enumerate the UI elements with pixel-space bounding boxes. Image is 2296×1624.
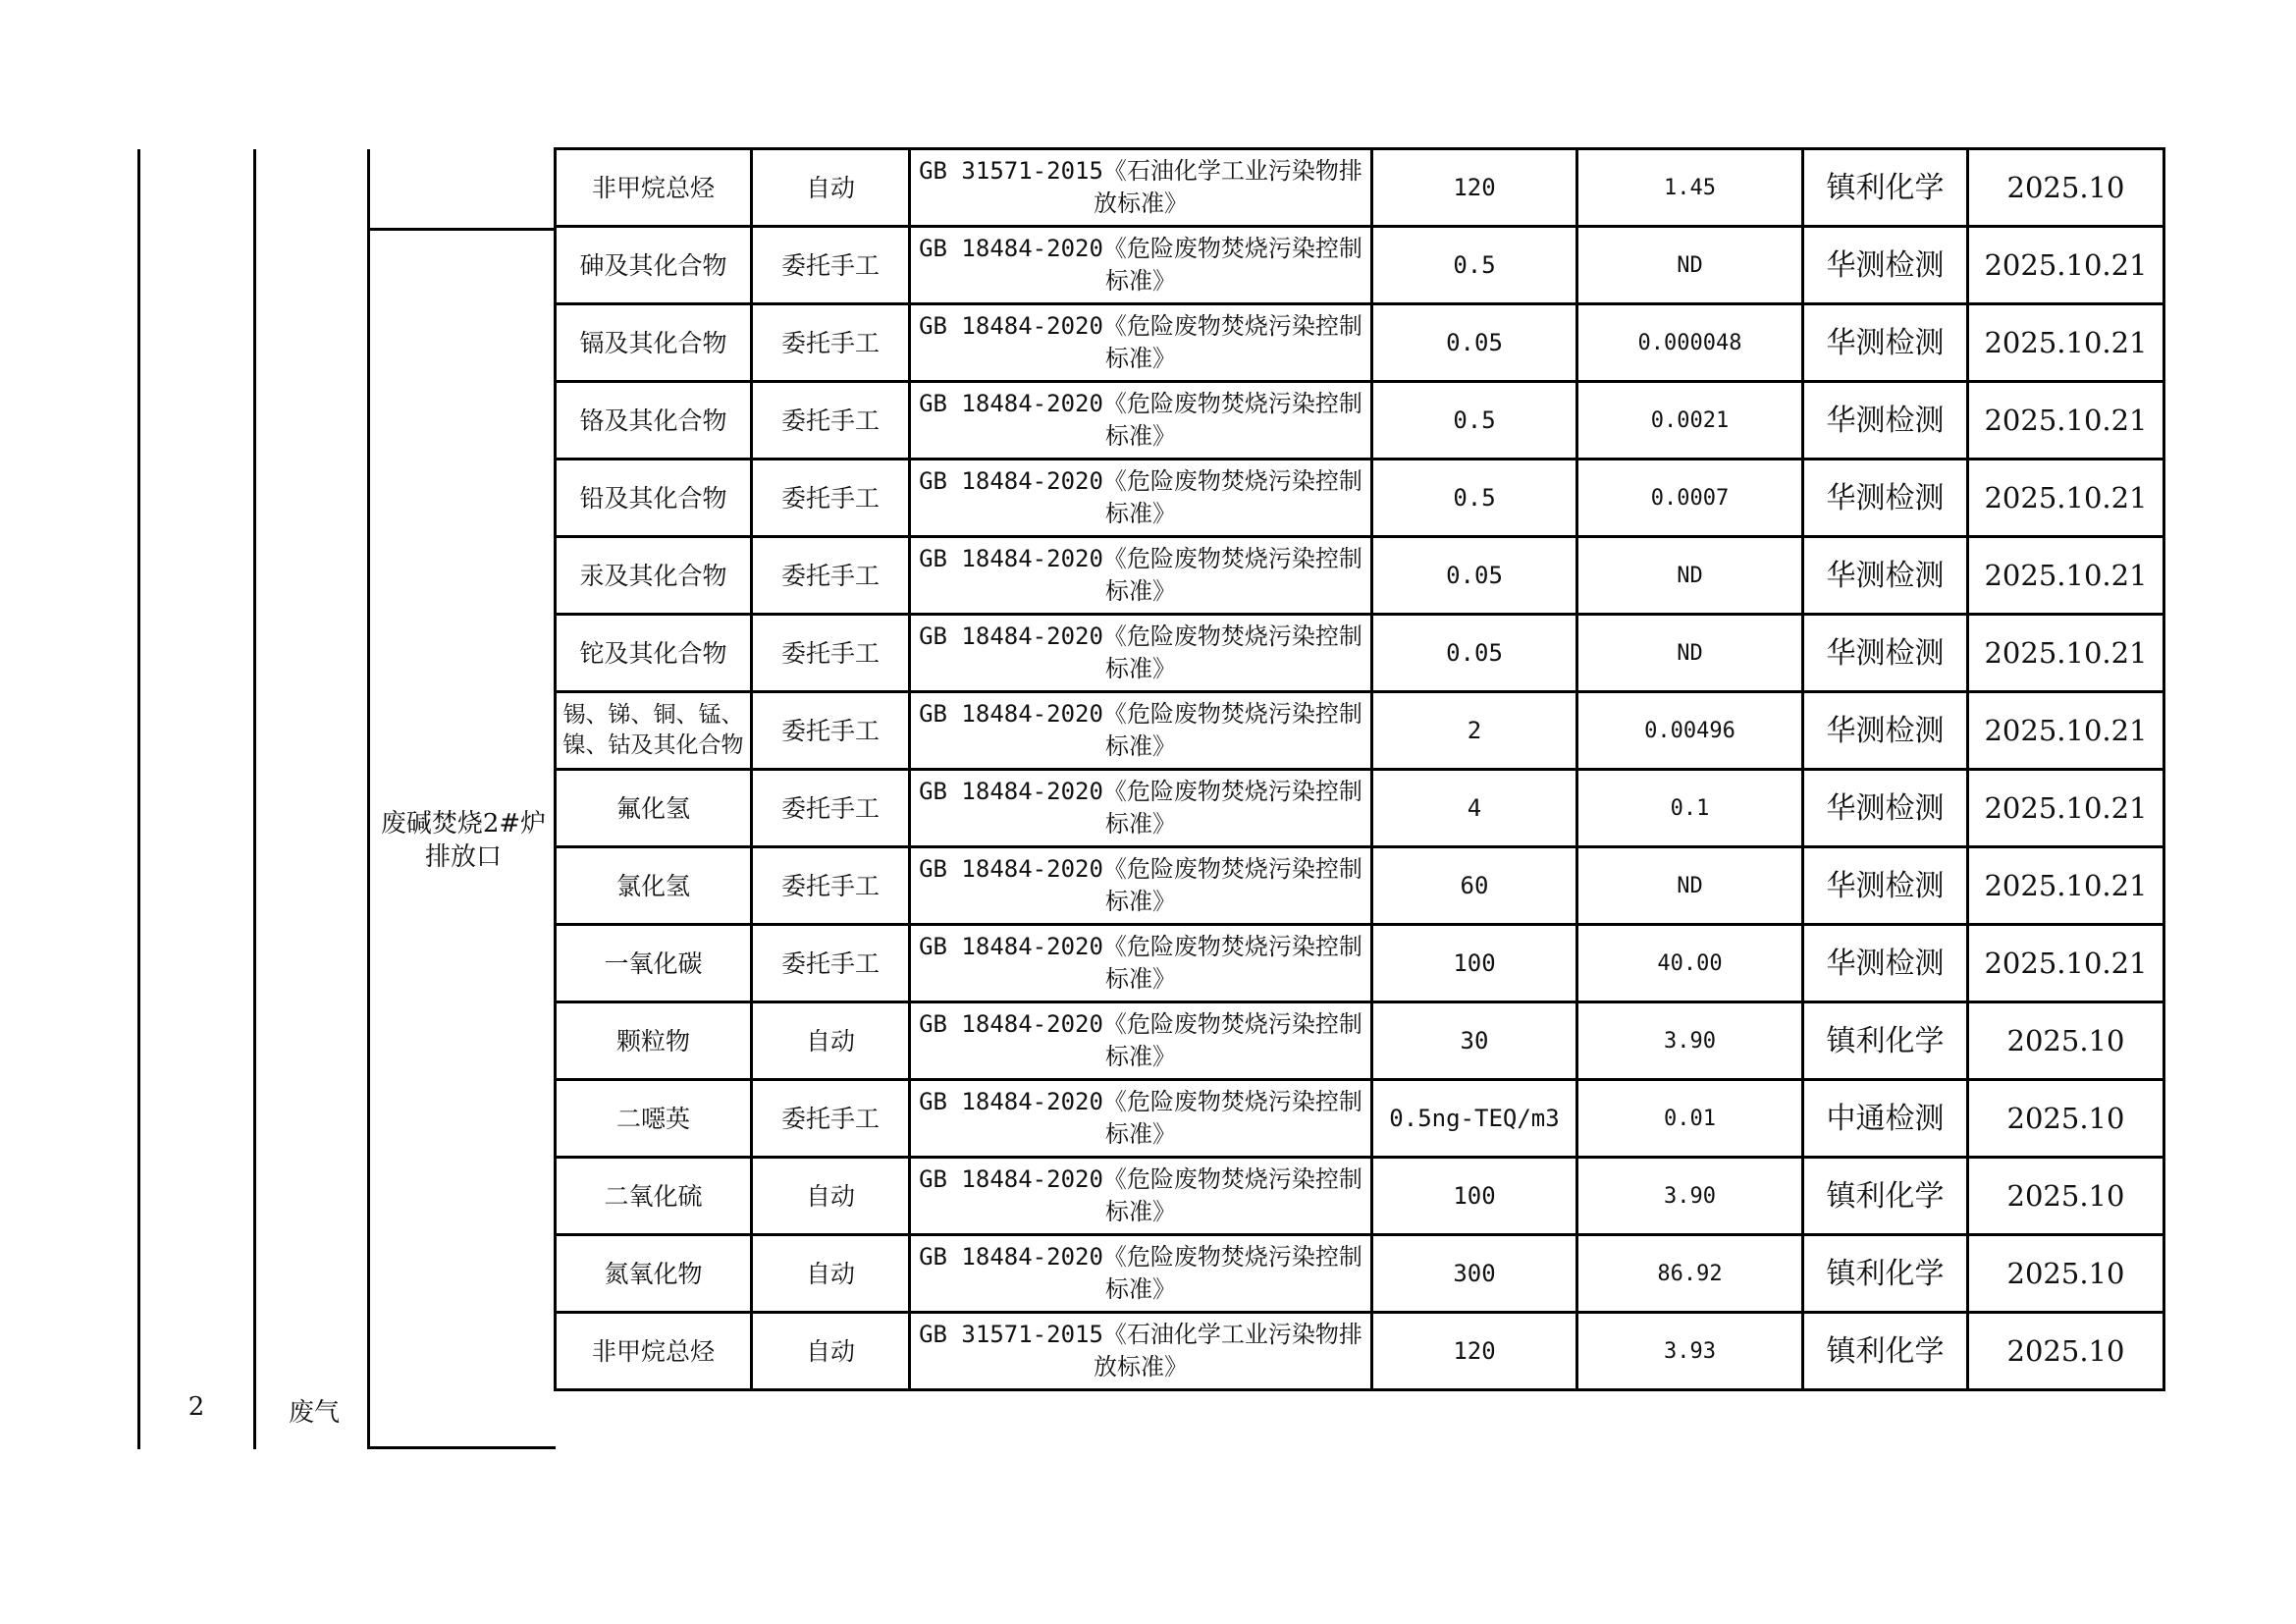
- limit-cell: 120: [1372, 1313, 1577, 1390]
- lab-cell: 华测检测: [1803, 925, 1968, 1002]
- standard-cell: GB 18484-2020《危险废物焚烧污染控制标准》: [910, 227, 1372, 304]
- result-cell: 0.1: [1577, 770, 1803, 847]
- standard-cell: GB 31571-2015《石油化学工业污染物排放标准》: [910, 1313, 1372, 1390]
- pollutant-cell: 非甲烷总烃: [556, 149, 752, 227]
- standard-cell: GB 31571-2015《石油化学工业污染物排放标准》: [910, 149, 1372, 227]
- date-cell: 2025.10.21: [1968, 382, 2164, 460]
- limit-cell: 0.5ng-TEQ/m3: [1372, 1080, 1577, 1158]
- date-cell: 2025.10: [1968, 1080, 2164, 1158]
- date-cell: 2025.10.21: [1968, 460, 2164, 537]
- pollutant-cell: 非甲烷总烃: [556, 1313, 752, 1390]
- standard-cell: GB 18484-2020《危险废物焚烧污染控制标准》: [910, 770, 1372, 847]
- standard-cell: GB 18484-2020《危险废物焚烧污染控制标准》: [910, 460, 1372, 537]
- lab-cell: 镇利化学: [1803, 1235, 1968, 1313]
- limit-cell: 30: [1372, 1002, 1577, 1080]
- lab-cell: 华测检测: [1803, 537, 1968, 615]
- lab-cell: 华测检测: [1803, 460, 1968, 537]
- category-column-left-border: [253, 149, 256, 1449]
- table-row: [556, 925, 2164, 1002]
- pollutant-cell: 锡、锑、铜、锰、镍、钴及其化合物: [556, 692, 752, 770]
- lab-cell: 镇利化学: [1803, 1313, 1968, 1390]
- result-cell: 0.00496: [1577, 692, 1803, 770]
- result-cell: 0.0021: [1577, 382, 1803, 460]
- date-cell: 2025.10.21: [1968, 615, 2164, 692]
- result-cell: 0.000048: [1577, 304, 1803, 382]
- result-cell: 86.92: [1577, 1235, 1803, 1313]
- date-cell: 2025.10.21: [1968, 304, 2164, 382]
- limit-cell: 0.05: [1372, 615, 1577, 692]
- lab-cell: 华测检测: [1803, 227, 1968, 304]
- standard-cell: GB 18484-2020《危险废物焚烧污染控制标准》: [910, 382, 1372, 460]
- limit-cell: 0.05: [1372, 537, 1577, 615]
- pollutant-cell: 铬及其化合物: [556, 382, 752, 460]
- pollutant-cell: 铅及其化合物: [556, 460, 752, 537]
- lab-cell: 中通检测: [1803, 1080, 1968, 1158]
- method-cell: 委托手工: [752, 227, 910, 304]
- pollutant-cell: 氟化氢: [556, 770, 752, 847]
- date-cell: 2025.10.21: [1968, 537, 2164, 615]
- lab-cell: 华测检测: [1803, 692, 1968, 770]
- limit-cell: 4: [1372, 770, 1577, 847]
- table-row: [556, 304, 2164, 382]
- limit-cell: 0.05: [1372, 304, 1577, 382]
- limit-cell: 0.5: [1372, 227, 1577, 304]
- table-row: [556, 1313, 2164, 1390]
- method-cell: 委托手工: [752, 304, 910, 382]
- lab-cell: 华测检测: [1803, 770, 1968, 847]
- lab-cell: 华测检测: [1803, 304, 1968, 382]
- standard-cell: GB 18484-2020《危险废物焚烧污染控制标准》: [910, 925, 1372, 1002]
- lab-cell: 华测检测: [1803, 382, 1968, 460]
- result-cell: 0.0007: [1577, 460, 1803, 537]
- table-row: [556, 1002, 2164, 1080]
- method-cell: 自动: [752, 1158, 910, 1235]
- date-cell: 2025.10.21: [1968, 692, 2164, 770]
- standard-cell: GB 18484-2020《危险废物焚烧污染控制标准》: [910, 304, 1372, 382]
- pollutant-cell: 镉及其化合物: [556, 304, 752, 382]
- limit-cell: 2: [1372, 692, 1577, 770]
- method-cell: 委托手工: [752, 1080, 910, 1158]
- standard-cell: GB 18484-2020《危险废物焚烧污染控制标准》: [910, 1235, 1372, 1313]
- table-row: [556, 382, 2164, 460]
- lab-cell: 华测检测: [1803, 615, 1968, 692]
- standard-cell: GB 18484-2020《危险废物焚烧污染控制标准》: [910, 692, 1372, 770]
- outlet-divider: [367, 228, 556, 231]
- pollutant-cell: 一氧化碳: [556, 925, 752, 1002]
- result-cell: ND: [1577, 615, 1803, 692]
- date-cell: 2025.10: [1968, 149, 2164, 227]
- pollutant-cell: 二噁英: [556, 1080, 752, 1158]
- table-row: [556, 227, 2164, 304]
- table-row: [556, 149, 2164, 227]
- standard-cell: GB 18484-2020《危险废物焚烧污染控制标准》: [910, 615, 1372, 692]
- pollutant-cell: 砷及其化合物: [556, 227, 752, 304]
- limit-cell: 100: [1372, 1158, 1577, 1235]
- table-row: [556, 1158, 2164, 1235]
- method-cell: 委托手工: [752, 537, 910, 615]
- date-cell: 2025.10: [1968, 1313, 2164, 1390]
- method-cell: 委托手工: [752, 847, 910, 925]
- limit-cell: 0.5: [1372, 460, 1577, 537]
- method-cell: 自动: [752, 1002, 910, 1080]
- category-label: 废气: [288, 1398, 340, 1428]
- lab-cell: 镇利化学: [1803, 1158, 1968, 1235]
- table-row: [556, 460, 2164, 537]
- result-cell: ND: [1577, 537, 1803, 615]
- result-cell: 3.90: [1577, 1002, 1803, 1080]
- standard-cell: GB 18484-2020《危险废物焚烧污染控制标准》: [910, 847, 1372, 925]
- table-row: [556, 770, 2164, 847]
- table-row: [556, 1080, 2164, 1158]
- date-cell: 2025.10.21: [1968, 770, 2164, 847]
- pollutant-cell: 颗粒物: [556, 1002, 752, 1080]
- method-cell: 委托手工: [752, 925, 910, 1002]
- limit-cell: 300: [1372, 1235, 1577, 1313]
- lab-cell: 镇利化学: [1803, 1002, 1968, 1080]
- standard-cell: GB 18484-2020《危险废物焚烧污染控制标准》: [910, 1002, 1372, 1080]
- table-row: [556, 847, 2164, 925]
- outlet-label: 废碱焚烧2#炉排放口: [380, 809, 547, 872]
- serial-number: 2: [187, 1392, 205, 1422]
- pollutant-cell: 二氧化硫: [556, 1158, 752, 1235]
- method-cell: 自动: [752, 1235, 910, 1313]
- result-cell: 0.01: [1577, 1080, 1803, 1158]
- result-cell: ND: [1577, 847, 1803, 925]
- limit-cell: 60: [1372, 847, 1577, 925]
- standard-cell: GB 18484-2020《危险废物焚烧污染控制标准》: [910, 1158, 1372, 1235]
- limit-cell: 0.5: [1372, 382, 1577, 460]
- date-cell: 2025.10.21: [1968, 227, 2164, 304]
- date-cell: 2025.10.21: [1968, 925, 2164, 1002]
- lab-cell: 镇利化学: [1803, 149, 1968, 227]
- standard-cell: GB 18484-2020《危险废物焚烧污染控制标准》: [910, 537, 1372, 615]
- limit-cell: 100: [1372, 925, 1577, 1002]
- table-row: [556, 615, 2164, 692]
- result-cell: 3.93: [1577, 1313, 1803, 1390]
- method-cell: 委托手工: [752, 692, 910, 770]
- method-cell: 委托手工: [752, 770, 910, 847]
- result-cell: 3.90: [1577, 1158, 1803, 1235]
- table-row: [556, 537, 2164, 615]
- monitoring-table: [554, 147, 2165, 1391]
- table-row: [556, 692, 2164, 770]
- limit-cell: 120: [1372, 149, 1577, 227]
- outlet-column-left-border: [367, 149, 370, 1449]
- date-cell: 2025.10: [1968, 1002, 2164, 1080]
- result-cell: 40.00: [1577, 925, 1803, 1002]
- pollutant-cell: 铊及其化合物: [556, 615, 752, 692]
- outlet-bottom-border: [367, 1446, 556, 1449]
- pollutant-cell: 汞及其化合物: [556, 537, 752, 615]
- method-cell: 自动: [752, 1313, 910, 1390]
- method-cell: 委托手工: [752, 460, 910, 537]
- pollutant-cell: 氯化氢: [556, 847, 752, 925]
- table-row: [556, 1235, 2164, 1313]
- method-cell: 委托手工: [752, 382, 910, 460]
- lab-cell: 华测检测: [1803, 847, 1968, 925]
- standard-cell: GB 18484-2020《危险废物焚烧污染控制标准》: [910, 1080, 1372, 1158]
- pollutant-cell: 氮氧化物: [556, 1235, 752, 1313]
- result-cell: ND: [1577, 227, 1803, 304]
- method-cell: 自动: [752, 149, 910, 227]
- result-cell: 1.45: [1577, 149, 1803, 227]
- method-cell: 委托手工: [752, 615, 910, 692]
- date-cell: 2025.10.21: [1968, 847, 2164, 925]
- serial-column-left-border: [137, 149, 140, 1449]
- date-cell: 2025.10: [1968, 1158, 2164, 1235]
- date-cell: 2025.10: [1968, 1235, 2164, 1313]
